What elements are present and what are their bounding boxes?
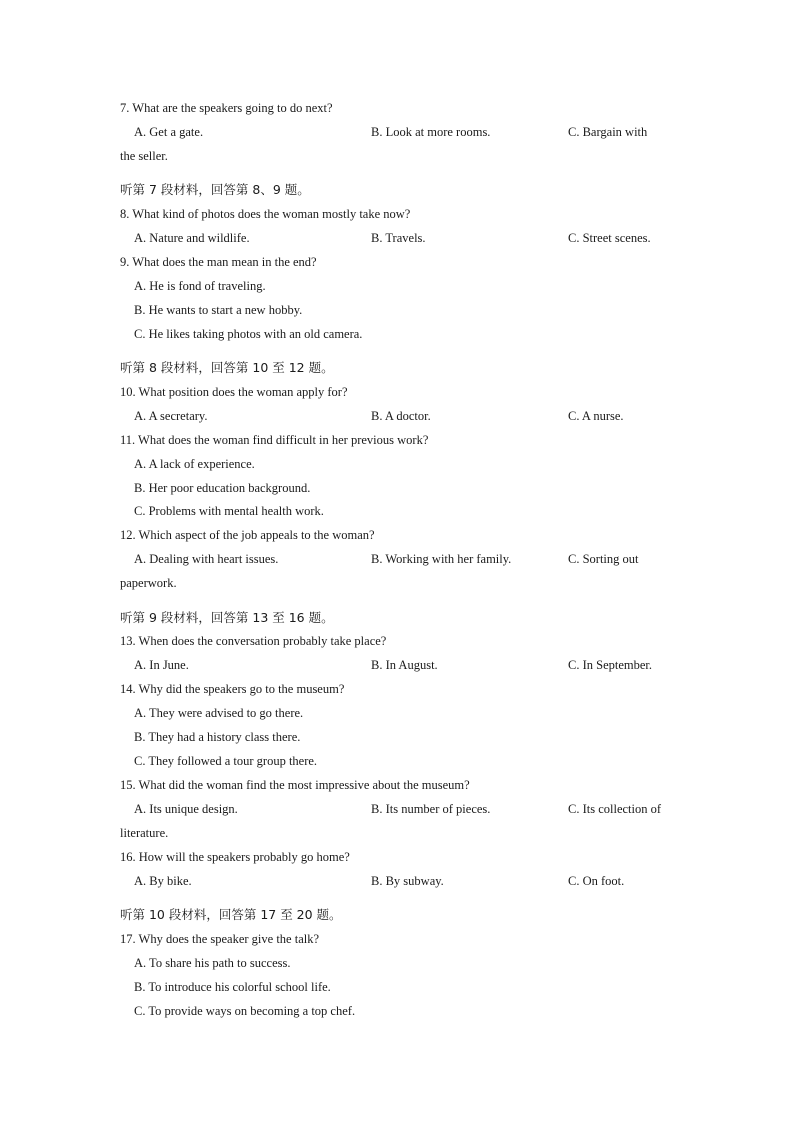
question-14-option-a: A. They were advised to go there. [134, 706, 304, 720]
question-8-option-b: B. Travels. [371, 231, 426, 245]
question-17-option-a: A. To share his path to success. [134, 956, 291, 970]
question-11-option-b: B. Her poor education background. [134, 481, 311, 495]
question-7-option-c-continued: the seller. [120, 149, 168, 163]
question-11-stem: 11. What does the woman find difficult in her previous work? [120, 433, 429, 447]
question-17-option-c: C. To provide ways on becoming a top chef. [134, 1004, 356, 1018]
question-13-option-b: B. In August. [371, 658, 438, 672]
question-17-stem: 17. Why does the speaker give the talk? [120, 932, 320, 946]
question-8-stem: 8. What kind of photos does the woman mostly take now? [120, 207, 411, 221]
question-8-option-a: A. Nature and wildlife. [134, 231, 250, 245]
question-11-option-c: C. Problems with mental health work. [134, 504, 324, 518]
question-12-option-c: C. Sorting out [568, 552, 639, 566]
question-11-option-a: A. A lack of experience. [134, 457, 255, 471]
question-7-option-c: C. Bargain with [568, 125, 648, 139]
question-16-option-b: B. By subway. [371, 874, 444, 888]
section-heading-7: 听第 7 段材料，回答第 8、9 题。 [120, 182, 310, 197]
question-14-stem: 14. Why did the speakers go to the museum? [120, 682, 345, 696]
question-13-option-c: C. In September. [568, 658, 653, 672]
question-15-stem: 15. What did the woman find the most impressive about the museum? [120, 778, 470, 792]
question-10-option-a: A. A secretary. [134, 409, 208, 423]
question-16-stem: 16. How will the speakers probably go home? [120, 850, 350, 864]
question-8-option-c: C. Street scenes. [568, 231, 651, 245]
question-16-option-c: C. On foot. [568, 874, 625, 888]
question-7-option-a: A. Get a gate. [134, 125, 204, 139]
section-heading-8: 听第 8 段材料，回答第 10 至 12 题。 [120, 360, 334, 375]
question-12-option-c-continued: paperwork. [120, 576, 177, 590]
question-15-option-b: B. Its number of pieces. [371, 802, 491, 816]
question-9-option-c: C. He likes taking photos with an old camera. [134, 327, 363, 341]
question-12-option-a: A. Dealing with heart issues. [134, 552, 279, 566]
question-10-option-b: B. A doctor. [371, 409, 431, 423]
question-15-option-a: A. Its unique design. [134, 802, 238, 816]
section-heading-9: 听第 9 段材料，回答第 13 至 16 题。 [120, 610, 334, 625]
question-12-option-b: B. Working with her family. [371, 552, 512, 566]
question-7-option-b: B. Look at more rooms. [371, 125, 491, 139]
question-7-stem: 7. What are the speakers going to do next? [120, 101, 333, 115]
question-16-option-a: A. By bike. [134, 874, 192, 888]
section-heading-10: 听第 10 段材料，回答第 17 至 20 题。 [120, 907, 342, 922]
question-13-stem: 13. When does the conversation probably take place? [120, 634, 387, 648]
question-12-stem: 12. Which aspect of the job appeals to the woman? [120, 528, 375, 542]
question-17-option-b: B. To introduce his colorful school life. [134, 980, 331, 994]
question-14-option-c: C. They followed a tour group there. [134, 754, 318, 768]
question-9-option-a: A. He is fond of traveling. [134, 279, 266, 293]
question-10-option-c: C. A nurse. [568, 409, 624, 423]
question-15-option-c: C. Its collection of [568, 802, 662, 816]
question-9-stem: 9. What does the man mean in the end? [120, 255, 317, 269]
question-10-stem: 10. What position does the woman apply for? [120, 385, 348, 399]
question-14-option-b: B. They had a history class there. [134, 730, 301, 744]
question-15-option-c-continued: literature. [120, 826, 169, 840]
question-13-option-a: A. In June. [134, 658, 189, 672]
question-9-option-b: B. He wants to start a new hobby. [134, 303, 303, 317]
